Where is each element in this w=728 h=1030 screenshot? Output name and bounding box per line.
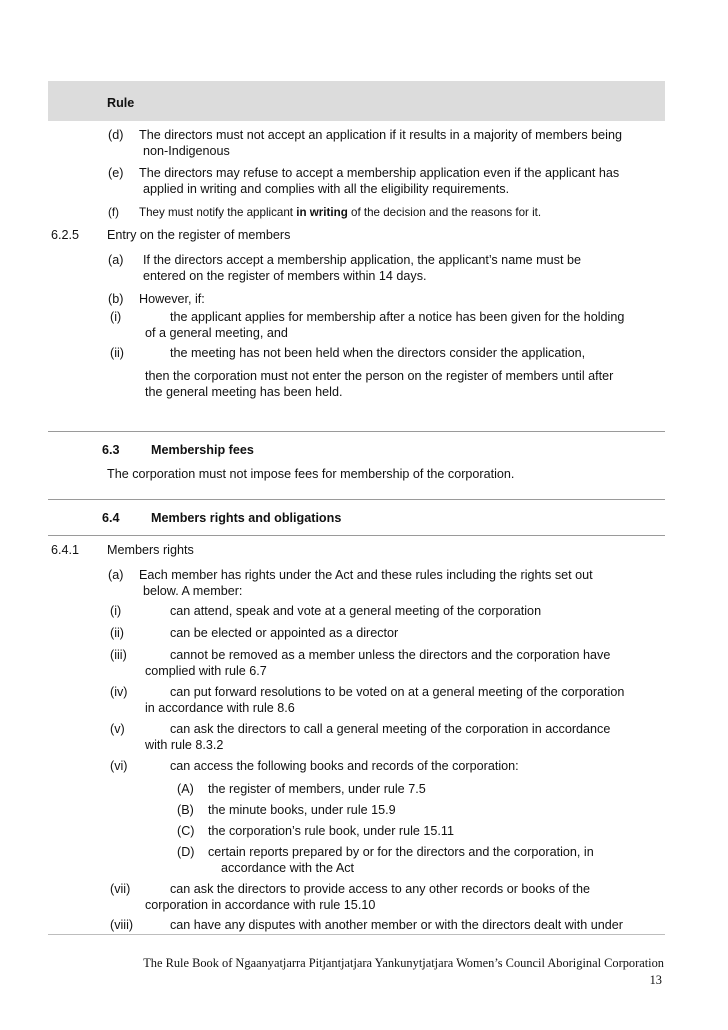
section-number: 6.2.5 [51, 228, 80, 242]
clause-text: below. A member: [143, 584, 243, 598]
section-number: 6.4.1 [51, 543, 80, 557]
section-title: Members rights and obligations [151, 511, 342, 525]
clause-label: (iii) [110, 648, 127, 662]
clause-text: can have any disputes with another member or with the directors dealt with under [170, 918, 623, 932]
subclause-label: (C) [177, 824, 195, 838]
subclause-text: the register of members, under rule 7.5 [208, 782, 426, 796]
clause-text: with rule 8.3.2 [145, 738, 224, 752]
clause-label: (ii) [110, 626, 124, 640]
clause-text: entered on the register of members within 14 days. [143, 269, 427, 283]
subclause-text: accordance with the Act [221, 861, 355, 875]
clause-text: However, if: [139, 292, 205, 306]
section-number: 6.3 [102, 443, 120, 457]
clause-text: can put forward resolutions to be voted on at a general meeting of the corporation [170, 685, 625, 699]
divider [48, 535, 665, 536]
divider [48, 499, 665, 500]
subclause-label: (A) [177, 782, 194, 796]
clause-text: the meeting has not been held when the directors consider the application, [170, 346, 586, 360]
clause-label: (i) [110, 310, 122, 324]
page-number: 13 [649, 973, 662, 987]
footer-title: The Rule Book of Ngaanyatjarra Pitjantjatjara Yankunytjatjara Women’s Council Aboriginal Corporation [143, 956, 664, 970]
clause-text: Each member has rights under the Act and these rules including the rights set out [139, 568, 593, 582]
clause-label: (viii) [110, 918, 134, 932]
clause-text: can attend, speak and vote at a general meeting of the corporation [170, 604, 542, 618]
clause-text: corporation in accordance with rule 15.10 [145, 898, 376, 912]
clause-text [139, 206, 541, 219]
clause-text: If the directors accept a membership application, the applicant’s name must be [143, 253, 581, 267]
clause-label: (vi) [110, 759, 128, 773]
clause-label: (d) [108, 128, 124, 142]
clause-label: (ii) [110, 346, 124, 360]
clause-text: non-Indigenous [143, 144, 230, 158]
subclause-label: (B) [177, 803, 194, 817]
clause-text: in accordance with rule 8.6 [145, 701, 295, 715]
clause-text-pre: They must notify the applicant [139, 206, 297, 219]
clause-label: (f) [108, 206, 119, 219]
clause-text: The directors may refuse to accept a membership application even if the applicant has [139, 166, 620, 180]
section-title: Members rights [107, 543, 194, 557]
subclause-text: the minute books, under rule 15.9 [208, 803, 396, 817]
subclause-label: (D) [177, 845, 195, 859]
rule-header-bar [48, 81, 665, 121]
clause-text-bold: in writing [296, 206, 348, 219]
clause-label: (vii) [110, 882, 131, 896]
clause-text: can ask the directors to call a general meeting of the corporation in accordance [170, 722, 611, 736]
section-number: 6.4 [102, 511, 120, 525]
clause-text: complied with rule 6.7 [145, 664, 267, 678]
divider [48, 431, 665, 432]
subclause-text: the corporation’s rule book, under rule 15.11 [208, 824, 454, 838]
section-title: Membership fees [151, 443, 254, 457]
clause-text: the applicant applies for membership after a notice has been given for the holding [170, 310, 625, 324]
clause-label: (v) [110, 722, 125, 736]
clause-label: (a) [108, 568, 124, 582]
section-title: Entry on the register of members [107, 228, 291, 242]
clause-text: can ask the directors to provide access to any other records or books of the [170, 882, 591, 896]
section-text: The corporation must not impose fees for membership of the corporation. [107, 467, 515, 481]
divider [48, 934, 665, 935]
clause-text: cannot be removed as a member unless the directors and the corporation have [170, 648, 611, 662]
clause-text: the general meeting has been held. [145, 385, 343, 399]
clause-text: can be elected or appointed as a director [170, 626, 399, 640]
clause-text: then the corporation must not enter the person on the register of members until after [145, 369, 614, 383]
clause-label: (i) [110, 604, 122, 618]
clause-label: (e) [108, 166, 124, 180]
clause-label: (b) [108, 292, 124, 306]
subclause-text: certain reports prepared by or for the directors and the corporation, in [208, 845, 594, 859]
clause-text: applied in writing and complies with all the eligibility requirements. [143, 182, 510, 196]
rule-header-label: Rule [107, 96, 135, 110]
clause-text-post: of the decision and the reasons for it. [347, 206, 542, 219]
clause-label: (iv) [110, 685, 128, 699]
clause-text: can access the following books and records of the corporation: [170, 759, 519, 773]
clause-text: The directors must not accept an application if it results in a majority of members being [139, 128, 622, 142]
clause-text: of a general meeting, and [145, 326, 288, 340]
clause-label: (a) [108, 253, 124, 267]
